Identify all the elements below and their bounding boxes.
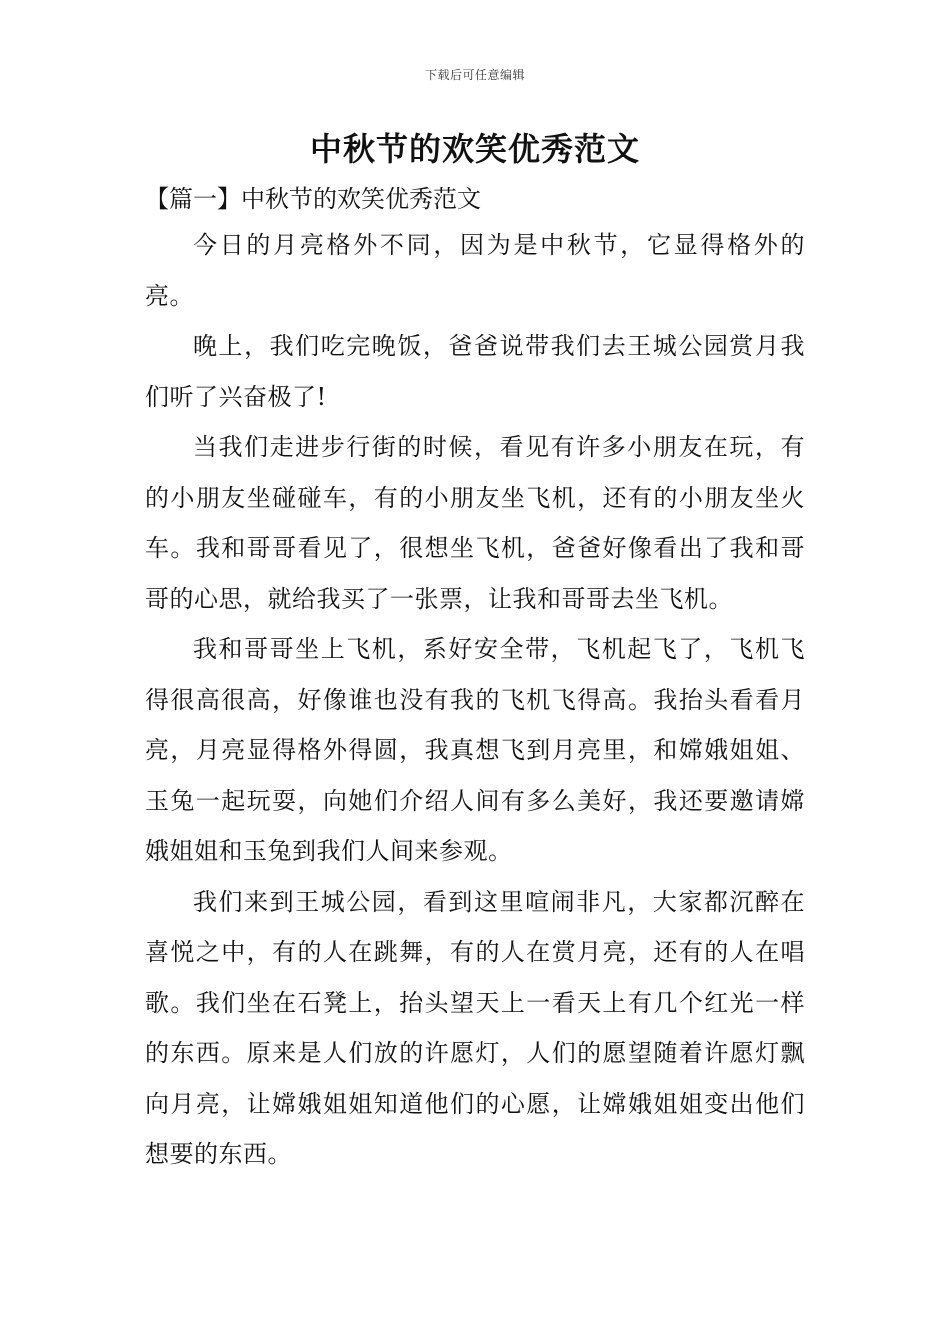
header-note: 下载后可任意编辑 <box>424 68 525 82</box>
document-body <box>145 178 805 1180</box>
document-title: 中秋节的欢笑优秀范文 <box>309 130 640 168</box>
paragraph-2: 晚上，我们吃完晚饭，爸爸说带我们去王城公园赏月我们听了兴奋极了! <box>145 332 805 411</box>
paragraph-4: 我和哥哥坐上飞机，系好安全带，飞机起飞了，飞机飞得很高很高，好像谁也没有我的飞机飞得高。我抬头看看月亮，月亮显得格外得圆，我真想飞到月亮里，和嫦娥姐姐、玉兔一起玩耍，向她们介绍人间有多么美好，我还要邀请嫦娥姐姐和玉兔到我们人间来参观。 <box>145 635 805 865</box>
section-heading: 【篇一】中秋节的欢笑优秀范文 <box>145 185 481 213</box>
paragraph-5: 我们来到王城公园，看到这里喧闹非凡，大家都沉醉在喜悦之中，有的人在跳舞，有的人在赏月亮，还有的人在唱歌。我们坐在石凳上，抬头望天上一看天上有几个红光一样的东西。原来是人们放的许愿灯，人们的愿望随着许愿灯飘向月亮，让嫦娥姐姐知道他们的心愿，让嫦娥姐姐变出他们想要的东西。 <box>145 887 805 1168</box>
paragraph-3: 当我们走进步行街的时候，看见有许多小朋友在玩，有的小朋友坐碰碰车，有的小朋友坐飞机，还有的小朋友坐火车。我和哥哥看见了，很想坐飞机，爸爸好像看出了我和哥哥的心思，就给我买了一张票，让我和哥哥去坐飞机。 <box>145 433 805 613</box>
paragraph-1: 今日的月亮格外不同，因为是中秋节，它显得格外的亮。 <box>145 231 805 310</box>
